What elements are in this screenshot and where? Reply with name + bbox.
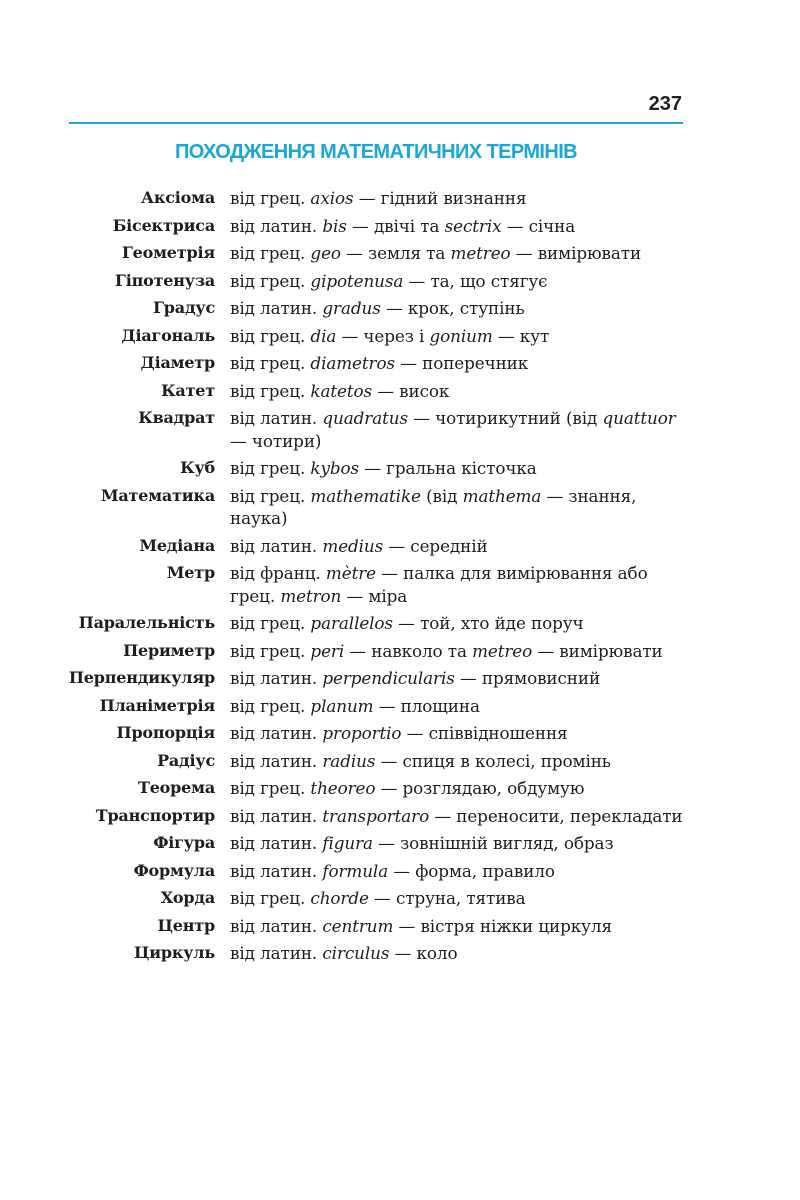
term-label: Гіпотенуза: [114, 270, 215, 290]
definition-text: — через і: [336, 325, 430, 346]
definition-text: — спиця в колесі, промінь: [375, 750, 611, 771]
definition-text: — розглядаю, обдумую: [375, 778, 585, 798]
definition-text: від грец.: [230, 353, 311, 373]
definition-text: від грец.: [230, 695, 311, 716]
term-label: Геометрія: [121, 243, 215, 262]
term-label: Паралельність: [78, 613, 215, 632]
term-definition: [230, 380, 700, 403]
glossary-entry: [40, 485, 700, 530]
definition-text: від грец.: [230, 888, 311, 908]
definition-text: від грец.: [230, 270, 311, 291]
term-definition: [230, 187, 700, 210]
etymology-word: axios: [310, 188, 354, 208]
etymology-word: parallelos: [310, 613, 393, 633]
glossary-entry: [40, 215, 700, 238]
term-label: Бісектриса: [112, 215, 215, 235]
term-definition: [230, 942, 700, 965]
term-label: Теорема: [138, 778, 215, 797]
definition-text: (від: [420, 485, 463, 506]
etymology-word: gipotenusa: [310, 270, 404, 291]
definition-text: — січна: [501, 215, 576, 236]
definition-text: від латин.: [230, 408, 323, 428]
term-definition: [230, 297, 700, 320]
glossary-entry: [40, 640, 700, 663]
definition-text: від латин.: [230, 535, 323, 556]
term-definition: [230, 805, 700, 828]
etymology-word: peri: [310, 640, 345, 661]
definition-text: — форма, правило: [388, 860, 555, 881]
glossary-entry: [40, 297, 700, 320]
glossary-entry: [40, 777, 700, 800]
term-definition: [230, 640, 700, 663]
definition-text: від грец.: [230, 778, 311, 798]
glossary-entry: [40, 942, 700, 965]
term-definition: [230, 352, 700, 375]
term-label: Циркуль: [133, 943, 215, 962]
definition-text: — гідний визнання: [353, 188, 527, 208]
term-definition: [230, 407, 700, 452]
glossary-entry: [40, 667, 700, 690]
glossary-entry: [40, 695, 700, 718]
etymology-word: metreo: [472, 640, 533, 661]
term-label: Метр: [166, 563, 215, 582]
etymology-word: mathema: [462, 485, 542, 506]
glossary-entry: [40, 860, 700, 883]
term-label: Діаметр: [140, 353, 215, 372]
term-definition: [230, 612, 700, 635]
term-definition: [230, 832, 700, 855]
definition-text: від грец.: [230, 380, 311, 401]
definition-text: від грец.: [230, 458, 311, 478]
glossary-entry: [40, 722, 700, 745]
term-label: Радіус: [157, 750, 215, 770]
etymology-word: radius: [322, 750, 376, 771]
definition-text: — коло: [389, 943, 458, 963]
etymology-word: mathematike: [310, 485, 421, 506]
etymology-word: transportaro: [322, 805, 430, 826]
glossary-entry: [40, 380, 700, 403]
term-definition: [230, 535, 700, 558]
term-definition: [230, 562, 700, 607]
term-definition: [230, 887, 700, 910]
definition-text: — двічі та: [346, 215, 445, 236]
term-label: Аксіома: [141, 188, 215, 207]
etymology-word: gradus: [322, 298, 381, 318]
glossary-entry: [40, 325, 700, 348]
etymology-word: mètre: [325, 563, 376, 583]
definition-text: — кут: [492, 325, 550, 346]
term-label: Центр: [157, 915, 215, 935]
definition-text: — площина: [373, 695, 480, 716]
definition-text: від франц.: [230, 563, 326, 583]
term-label: Квадрат: [138, 408, 215, 427]
definition-text: — міра: [341, 585, 408, 606]
term-definition: [230, 325, 700, 348]
term-label: Катет: [161, 380, 215, 400]
term-label: Формула: [133, 860, 215, 880]
etymology-word: perpendicularis: [322, 668, 455, 688]
glossary-entry: [40, 352, 700, 375]
etymology-word: figura: [322, 833, 373, 853]
etymology-word: quadratus: [322, 408, 408, 428]
etymology-word: metron: [280, 585, 342, 606]
definition-text: — поперечник: [394, 353, 529, 373]
definition-text: від грец.: [230, 243, 311, 263]
definition-text: — середній: [383, 535, 488, 556]
definition-text: — чотири): [230, 430, 322, 451]
definition-text: — висок: [372, 380, 450, 401]
definition-text: — той, хто йде поруч: [392, 613, 584, 633]
term-label: Хорда: [160, 888, 215, 907]
glossary-entry: [40, 535, 700, 558]
etymology-word: katetos: [310, 380, 373, 401]
definition-text: від латин.: [230, 668, 323, 688]
etymology-word: formula: [322, 860, 389, 881]
etymology-word: planum: [310, 695, 374, 716]
definition-text: від грец.: [230, 613, 311, 633]
term-label: Фігура: [153, 833, 215, 852]
definition-text: — переносити, перекладати: [429, 805, 683, 826]
etymology-word: dia: [310, 325, 337, 346]
definition-text: — вимірювати: [532, 640, 663, 661]
definition-text: — палка для вимірювання або грец.: [230, 563, 648, 606]
glossary-entry: [40, 270, 700, 293]
definition-text: — навколо та: [344, 640, 473, 661]
definition-text: від грец.: [230, 485, 311, 506]
term-label: Куб: [180, 458, 215, 477]
etymology-word: circulus: [322, 943, 390, 963]
glossary-entry: [40, 832, 700, 855]
term-definition: [230, 750, 700, 773]
etymology-word: centrum: [322, 915, 394, 936]
term-definition: [230, 860, 700, 883]
definition-text: — співвідношення: [401, 723, 568, 743]
header-rule: [69, 122, 683, 124]
definition-text: — прямовисний: [454, 668, 601, 688]
definition-text: від латин.: [230, 298, 323, 318]
etymology-word: theoreo: [310, 778, 376, 798]
term-label: Транспортир: [95, 805, 215, 825]
etymology-word: kybos: [310, 458, 360, 478]
term-label: Градус: [152, 298, 215, 317]
glossary-entry: [40, 915, 700, 938]
definition-text: від латин.: [230, 805, 323, 826]
etymology-word: chorde: [310, 888, 369, 908]
definition-text: — крок, ступінь: [380, 298, 525, 318]
term-definition: [230, 215, 700, 238]
glossary-list: [40, 187, 700, 970]
definition-text: — та, що стягує: [403, 270, 548, 291]
glossary-entry: [40, 242, 700, 265]
definition-text: від латин.: [230, 943, 323, 963]
term-label: Медіана: [139, 535, 215, 555]
etymology-word: metreo: [450, 243, 511, 263]
definition-text: від грец.: [230, 188, 311, 208]
glossary-entry: [40, 457, 700, 480]
etymology-word: diametros: [310, 353, 395, 373]
definition-text: — зовнішній вигляд, образ: [372, 833, 614, 853]
term-label: Пропорція: [116, 723, 215, 742]
definition-text: від латин.: [230, 860, 323, 881]
term-definition: [230, 695, 700, 718]
term-label: Математика: [100, 485, 215, 505]
definition-text: від латин.: [230, 215, 323, 236]
etymology-word: bis: [322, 215, 347, 236]
definition-text: від латин.: [230, 723, 323, 743]
etymology-word: sectrix: [444, 215, 502, 236]
term-label: Планіметрія: [99, 695, 215, 715]
etymology-word: medius: [322, 535, 384, 556]
term-definition: [230, 777, 700, 800]
etymology-word: geo: [310, 243, 341, 263]
term-label: Діагональ: [121, 325, 215, 345]
glossary-entry: [40, 407, 700, 452]
term-definition: [230, 457, 700, 480]
glossary-entry: [40, 805, 700, 828]
definition-text: — знання, наука): [230, 485, 637, 528]
definition-text: — гральна кісточка: [359, 458, 537, 478]
term-label: Периметр: [123, 640, 215, 660]
definition-text: — земля та: [340, 243, 451, 263]
glossary-entry: [40, 750, 700, 773]
term-definition: [230, 915, 700, 938]
glossary-entry: [40, 562, 700, 607]
definition-text: від латин.: [230, 833, 323, 853]
term-definition: [230, 667, 700, 690]
glossary-entry: [40, 612, 700, 635]
glossary-entry: [40, 187, 700, 210]
definition-text: від грец.: [230, 325, 311, 346]
definition-text: — чотирикутний (від: [407, 408, 603, 428]
etymology-word: quattuor: [602, 408, 676, 428]
term-definition: [230, 722, 700, 745]
etymology-word: gonium: [429, 325, 493, 346]
term-label: Перпендикуляр: [68, 668, 215, 687]
definition-text: — вимірювати: [510, 243, 642, 263]
page-title: ПОХОДЖЕННЯ МАТЕМАТИЧНИХ ТЕРМІНІВ: [175, 141, 577, 163]
glossary-entry: [40, 887, 700, 910]
page-number: 237: [648, 93, 682, 115]
term-definition: [230, 270, 700, 293]
definition-text: — струна, тятива: [368, 888, 526, 908]
definition-text: від латин.: [230, 750, 323, 771]
term-definition: [230, 485, 700, 530]
etymology-word: proportio: [322, 723, 402, 743]
term-definition: [230, 242, 700, 265]
definition-text: від латин.: [230, 915, 323, 936]
definition-text: від грец.: [230, 640, 311, 661]
definition-text: — вістря ніжки циркуля: [393, 915, 612, 936]
